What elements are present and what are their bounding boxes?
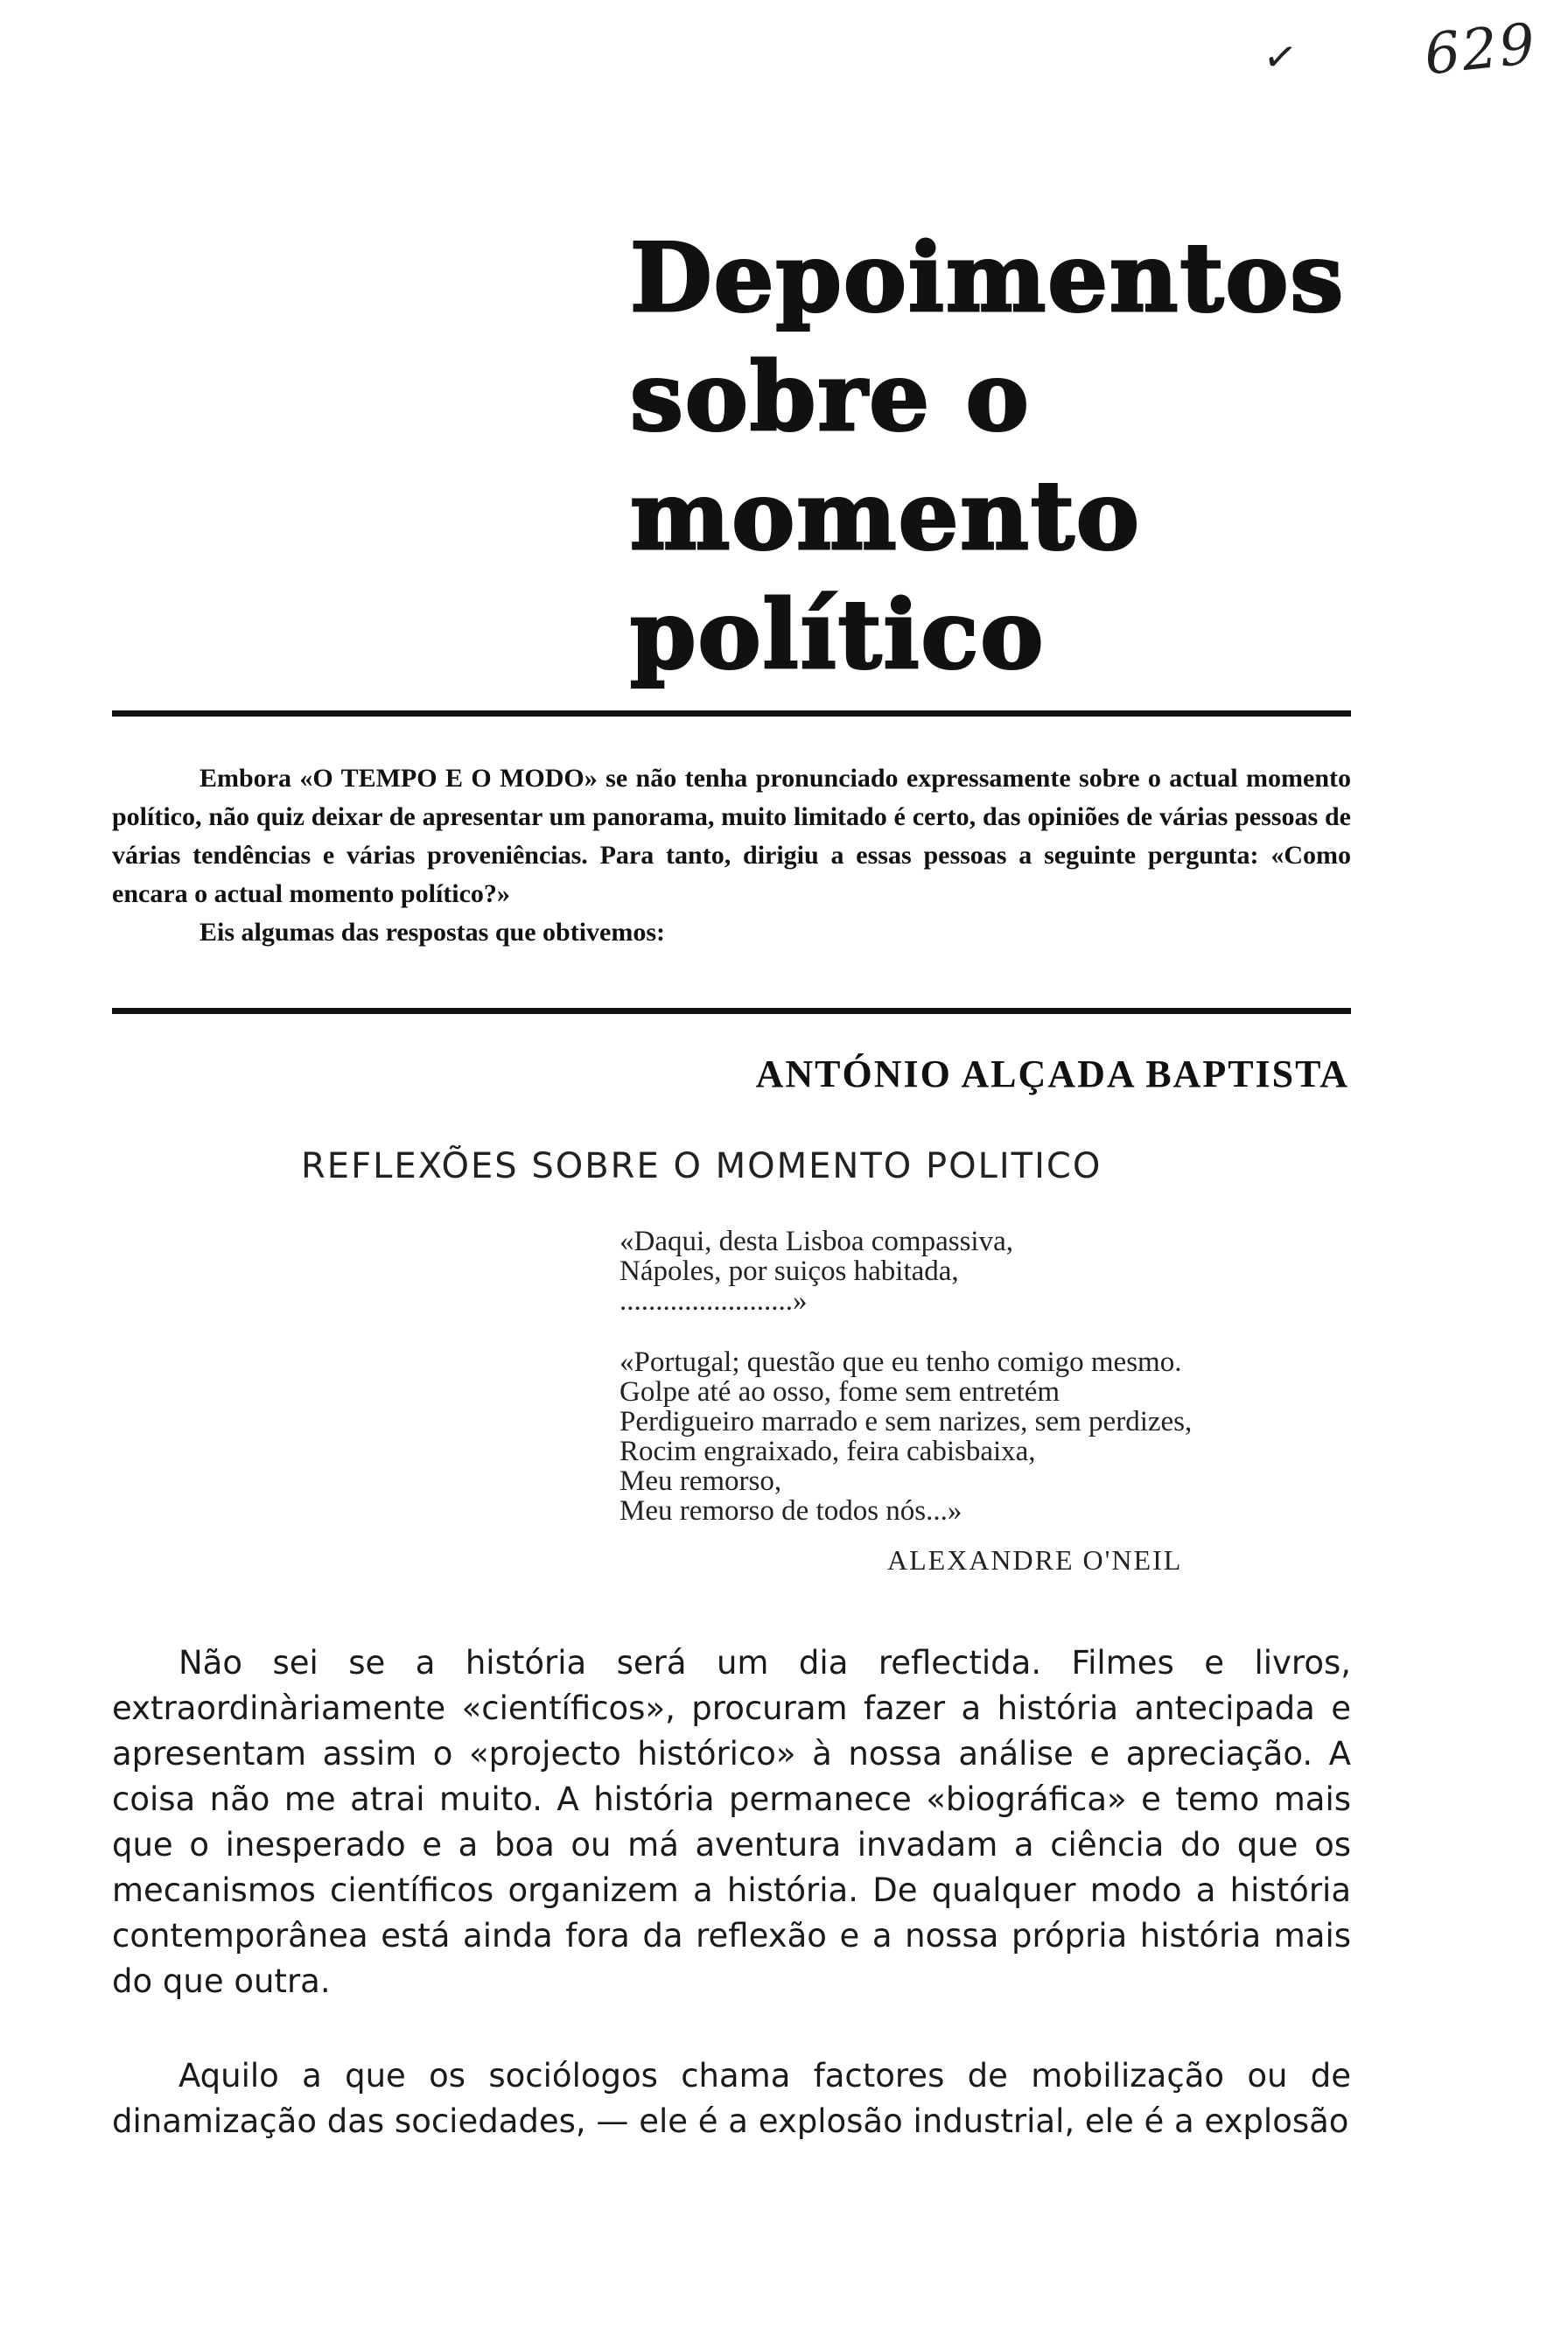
title-line-3: momento [630,461,1141,571]
body-paragraph-1: Não sei se a história será um dia reflectida. Filmes e livros, extraordinàriamente «científicos», procuram fazer a história antecipada e apresentam assim o «projecto histórico» à nossa análise e apreciação. A coisa não me atrai muito. A história permanece «biográfica» e temo mais que o inesperado e a boa ou má aventura invadam a ciência do que os mecanismos científicos organizem a história. De qualquer modo a história contemporânea está ainda fora da reflexão e a nossa própria história mais do que outra. [112,1644,1351,2000]
poem-line: Meu remorso, [620,1465,782,1497]
poem-line: «Portugal; questão que eu tenho comigo mesmo. [620,1346,1182,1378]
title-line-2: sobre o [630,342,1031,452]
divider-top [112,710,1351,717]
poem-line: ........................» [620,1285,808,1317]
stanza-gap [620,1316,1363,1347]
intro-text [112,759,1351,952]
poem-line: Nápoles, por suiços habitada, [620,1255,959,1287]
poem-attribution: ALEXANDRE O'NEIL [887,1544,1183,1576]
title-line-4: político [630,580,1046,690]
poem-line: Meu remorso de todos nós...» [620,1495,962,1527]
poem-line: Rocim engraixado, feira cabisbaixa, [620,1436,1036,1467]
handwritten-page-number: 629 [1421,11,1540,88]
author-name: ANTÓNIO ALÇADA BAPTISTA [755,1053,1349,1095]
body-paragraph-2: Aquilo a que os sociólogos chama factores de mobilização ou de dinamização das sociedades, — ele é a explosão industrial, ele é a explosão [112,2057,1351,2140]
poem-line: Golpe até ao osso, fome sem entretém [620,1376,1060,1408]
intro-paragraph-2: Eis algumas das respostas que obtivemos: [200,918,666,947]
divider-bottom [112,1008,1351,1014]
intro-paragraph-1: Embora «O TEMPO E O MODO» se não tenha pronunciado expressamente sobre o actual momento político, não quiz deixar de apresentar um panorama, muito limitado é certo, das opiniões de várias pessoas de várias tendências e várias proveniências. Para tanto, dirigiu a essas pessoas a seguinte pergunta: «Como encara o actual momento político?» [112,764,1351,908]
poem-line: Perdigueiro marrado e sem narizes, sem perdizes, [620,1406,1193,1437]
section-title: REFLEXÕES SOBRE O MOMENTO POLITICO [301,1146,1102,1186]
handwritten-check-mark: ✓ [1260,31,1301,83]
article-body [112,1640,1351,2193]
article-title [630,219,1418,695]
epigraph-poem [620,1227,1363,1575]
poem-line: «Daqui, desta Lisboa compassiva, [620,1226,1013,1257]
title-line-1: Depoimentos [630,223,1346,333]
